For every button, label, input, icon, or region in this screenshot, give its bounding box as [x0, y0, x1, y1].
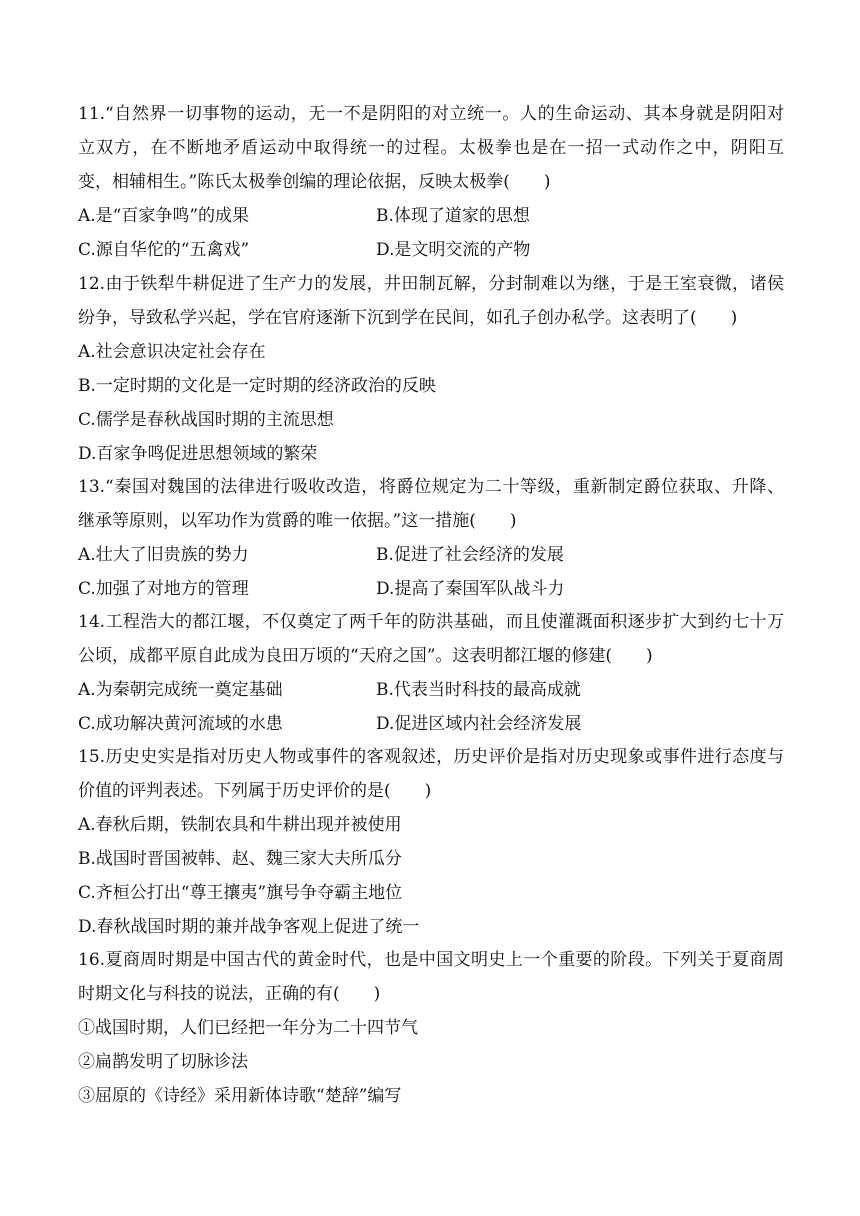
- question-stem-line: 变，相辅相生。”陈氏太极拳创编的理论依据，反映太极拳( ): [78, 172, 551, 192]
- option-a: A.壮大了旧贵族的势力: [78, 545, 249, 565]
- option-b: B.促进了社会经济的发展: [376, 545, 564, 565]
- option-d: D.春秋战国时期的兼并战争客观上促进了统一: [78, 917, 420, 937]
- option-b: B.代表当时科技的最高成就: [376, 680, 581, 700]
- statement-1: ①战国时期，人们已经把一年分为二十四节气: [78, 1018, 418, 1038]
- option-row: [78, 572, 784, 606]
- option-a: A.社会意识决定社会存在: [78, 342, 266, 362]
- option-b: B.战国时晋国被韩、赵、魏三家大夫所瓜分: [78, 849, 402, 869]
- statement-2: ②扁鹊发明了切脉诊法: [78, 1052, 248, 1072]
- question-13: [78, 470, 784, 606]
- option-b: B.体现了道家的思想: [376, 206, 530, 226]
- option-b: B.一定时期的文化是一定时期的经济政治的反映: [78, 376, 436, 396]
- question-14: [78, 605, 784, 741]
- question-stem-line: 11.“自然界一切事物的运动，无一不是阴阳的对立统一。人的生命运动、其本身就是阴阳对: [78, 104, 784, 124]
- option-row: [78, 233, 784, 267]
- question-stem-line: 时期文化与科技的说法，正确的有( ): [78, 984, 381, 1004]
- option-c: C.儒学是春秋战国时期的主流思想: [78, 410, 334, 430]
- option-row: [78, 538, 784, 572]
- question-stem-line: 公顷，成都平原自此成为良田万顷的“天府之国”。这表明都江堰的修建( ): [78, 646, 653, 666]
- question-stem-line: 继承等原则，以军功作为赏爵的唯一依据。”这一措施( ): [78, 511, 517, 531]
- option-row: [78, 673, 784, 707]
- option-c: C.成功解决黄河流域的水患: [78, 714, 283, 734]
- option-d: D.提高了秦国军队战斗力: [376, 579, 565, 599]
- option-c: C.齐桓公打出“尊王攘夷”旗号争夺霸主地位: [78, 883, 403, 903]
- question-stem-line: 13.“秦国对魏国的法律进行吸收改造，将爵位规定为二十等级，重新制定爵位获取、升降、: [78, 477, 784, 497]
- question-stem-line: 价值的评判表述。下列属于历史评价的是( ): [78, 781, 432, 801]
- question-stem-line: 16.夏商周时期是中国古代的黄金时代，也是中国文明史上一个重要的阶段。下列关于夏商周: [78, 950, 784, 970]
- option-d: D.百家争鸣促进思想领域的繁荣: [78, 444, 318, 464]
- option-row: [78, 707, 784, 741]
- option-row: [78, 199, 784, 233]
- question-stem-line: 15.历史史实是指对历史人物或事件的客观叙述，历史评价是指对历史现象或事件进行态度与: [78, 747, 784, 767]
- option-a: A.春秋后期，铁制农具和牛耕出现并被使用: [78, 815, 402, 835]
- option-a: A.为秦朝完成统一奠定基础: [78, 680, 283, 700]
- question-stem-line: 立双方，在不断地矛盾运动中取得统一的过程。太极拳也是在一招一式动作之中，阴阳互: [78, 138, 784, 158]
- option-a: A.是“百家争鸣”的成果: [78, 206, 250, 226]
- question-stem-line: 纷争，导致私学兴起，学在官府逐渐下沉到学在民间，如孔子创办私学。这表明了( ): [78, 308, 738, 328]
- option-c: C.加强了对地方的管理: [78, 579, 249, 599]
- option-c: C.源自华佗的“五禽戏”: [78, 240, 250, 260]
- question-stem-line: 12.由于铁犁牛耕促进了生产力的发展，井田制瓦解，分封制难以为继，于是王室衰微，诸侯: [78, 274, 784, 294]
- question-12: [78, 267, 784, 471]
- question-15: [78, 740, 784, 944]
- question-stem-line: 14.工程浩大的都江堰，不仅奠定了两千年的防洪基础，而且使灌溉面积逐步扩大到约七十万: [78, 612, 784, 632]
- option-d: D.促进区域内社会经济发展: [376, 714, 582, 734]
- question-16: [78, 943, 784, 1113]
- question-11: [78, 97, 784, 267]
- statement-3: ③屈原的《诗经》采用新体诗歌“楚辞”编写: [78, 1086, 402, 1106]
- option-d: D.是文明交流的产物: [376, 240, 531, 260]
